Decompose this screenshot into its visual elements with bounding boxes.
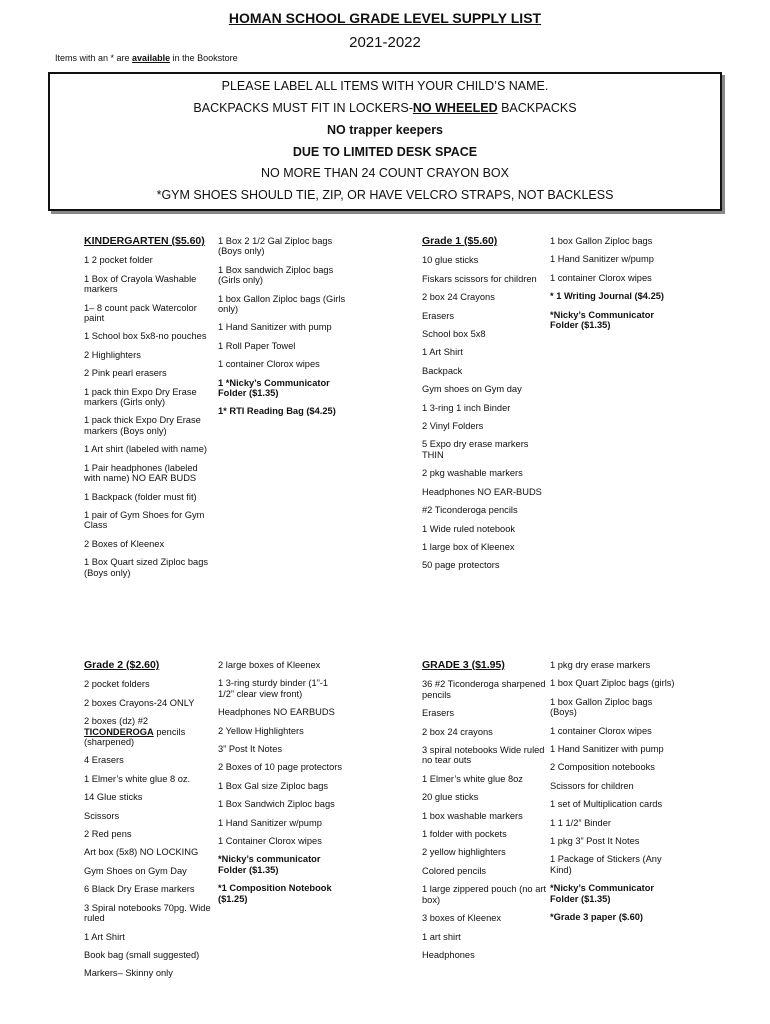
supply-item: 14 Glue sticks [84,792,143,803]
supply-item: Headphones [422,949,475,960]
supply-item: Headphones NO EARBUDS [218,707,335,718]
ticonderoga-brand: TICONDEROGA [84,726,154,737]
grade2-list-a1 [84,679,212,708]
notice-no-wheeled: NO WHEELED [412,101,498,115]
supply-item: 1 container Clorox wipes [218,359,320,370]
supply-item: 1 School box 5x8-no pouches [84,331,207,342]
school-year: 2021-2022 [349,34,421,51]
supply-item: 3 Spiral notebooks 70pg. Wide ruled [84,902,211,924]
supply-item: 2 large boxes of Kleenex [218,660,321,670]
supply-item: *1 Composition Notebook ($1.25) [218,883,332,904]
supply-item: 1 folder with pockets [422,829,507,840]
bookstore-note [55,53,238,63]
supply-item: 1 Hand Sanitizer with pump [218,322,332,333]
supply-item: 1 pack thin Expo Dry Erase markers (Girls only) [84,386,197,408]
supply-item: 3” Post It Notes [218,744,283,755]
bookstore-note-pre: Items with an * are [55,53,130,63]
supply-item: Book bag (small suggested) [84,949,200,960]
supply-item: 1 box Gallon Ziploc bags (Boys) [550,696,653,718]
grade2-ticonderoga-item [84,716,212,747]
bookstore-note-post: in the Bookstore [172,53,238,63]
supply-item: *Nicky’s Communicator Folder ($1.35) [550,309,655,331]
supply-item: 1 container Clorox wipes [550,272,652,283]
supply-item: 2 Red pens [84,829,132,840]
supply-item: 1 Box sandwich Ziploc bags (Girls only) [218,264,334,286]
supply-item: 1 Container Clorox wipes [218,836,322,847]
supply-item: Headphones NO EAR-BUDS [422,486,542,497]
supply-item: 2 box 24 crayons [422,726,493,737]
supply-item: 2 boxes Crayons-24 ONLY [84,697,195,708]
grade3-list-b [550,660,678,875]
supply-item: 1* RTI Reading Bag ($4.25) [218,406,336,417]
supply-item: 1 Backpack (folder must fit) [84,491,197,502]
supply-item: 1 3-ring 1 inch Binder [422,402,511,413]
supply-item: * 1 Writing Journal ($4.25) [550,291,665,302]
supply-item: 6 Black Dry Erase markers [84,884,195,895]
grade3-bookstore-list [550,883,678,922]
notice-backpack-post: BACKPACKS [497,101,577,115]
supply-item: 1 Box Quart sized Ziploc bags (Boys only) [84,557,209,578]
supply-item: 1 art shirt [422,931,461,942]
notice-backpack-pre: BACKPACKS MUST FIT IN LOCKERS- [193,101,413,115]
supply-item: 5 Expo dry erase markers THIN [422,439,529,460]
kindergarten-list-b [218,236,346,370]
supply-item: Erasers [422,708,455,719]
supply-item: Gym Shoes on Gym Day [84,865,187,876]
supply-item: Scissors for children [550,780,634,791]
grade1-bookstore-list [550,291,678,330]
supply-item: Erasers [422,310,455,321]
notice-crayon-line: NO MORE THAN 24 COUNT CRAYON BOX [261,166,509,180]
supply-item: 1 pack thick Expo Dry Erase markers (Boys only) [84,415,201,436]
supply-item: Art box (5x8) NO LOCKING [84,847,199,858]
notice-label-line: PLEASE LABEL ALL ITEMS WITH YOUR CHILD’S NAME. [221,79,549,93]
supply-item: 1 box Quart Ziploc bags (girls) [550,678,675,689]
supply-item: 1 Wide ruled notebook [422,523,516,534]
supply-item: 1 box washable markers [422,810,523,821]
supply-item: 2 Boxes of 10 page protectors [218,762,343,773]
supply-item: 2 Highlighters [84,349,141,360]
kindergarten-heading: KINDERGARTEN ($5.60) [84,235,205,247]
supply-item: 20 glue sticks [422,792,479,803]
grade1-heading: Grade 1 ($5.60) [422,235,498,247]
supply-item: 1 Hand Sanitizer w/pump [550,254,654,265]
supply-item: 1 Box 2 1/2 Gal Ziploc bags (Boys only) [218,236,333,257]
supply-item: Backpack [422,365,463,376]
grade2-column-b [218,660,346,912]
kindergarten-list-a [84,255,212,578]
supply-item: 3 spiral notebooks Wide ruled no tear outs [422,745,545,766]
supply-item: *Grade 3 paper ($.60) [550,912,644,923]
notice-desk-line: DUE TO LIMITED DESK SPACE [292,145,478,159]
grade3-list-a [422,679,550,960]
supply-item: 1 large zippered pouch (no art box) [422,884,547,905]
supply-item: *Nicky’s communicator Folder ($1.35) [218,854,321,875]
supply-item: 36 #2 Ticonderoga sharpened pencils [422,679,546,700]
supply-item: 1 Pair headphones (labeled with name) NO EAR BUDS [84,462,198,484]
notice-trapper-line: NO trapper keepers [326,123,444,137]
supply-item: Markers– Skinny only [84,968,173,979]
ticonderoga-pre: 2 boxes (dz) #2 [84,716,149,727]
supply-item: 1 Art Shirt [422,347,463,358]
supply-item: 1 Box of Crayola Washable markers [84,273,197,295]
supply-item: 1 Package of Stickers (Any Kind) [550,854,662,875]
kindergarten-column-b [218,236,346,425]
supply-item: 2 Yellow Highlighters [218,725,304,736]
grade3-column-b [550,660,678,931]
supply-item: 2 Boxes of Kleenex [84,538,165,549]
supply-item: 1 3-ring sturdy binder (1”-1 1/2” clear view front) [218,678,329,699]
supply-item: 1 *Nicky’s Communicator Folder ($1.35) [218,377,330,399]
grade1-list-b [550,236,678,283]
supply-item: 1 container Clorox wipes [550,725,652,736]
supply-item: 1 Box Sandwich Ziploc bags [218,799,335,810]
supply-item: 1 Elmer’s white glue 8 oz. [84,773,191,784]
supply-item: 2 yellow highlighters [422,847,506,858]
supply-item: Gym shoes on Gym day [422,384,522,395]
supply-item: 1 Art Shirt [84,931,125,942]
supply-item: 1 set of Multiplication cards [550,799,663,810]
kindergarten-bookstore-list [218,378,346,417]
grade2-bookstore-list [218,854,346,904]
grade3-column-a [422,660,550,968]
supply-item: 1 Art shirt (labeled with name) [84,444,207,455]
supply-item: 2 Pink pearl erasers [84,368,167,379]
supply-item: School box 5x8 [422,329,486,340]
supply-item: 1 pkg dry erase markers [550,660,651,670]
supply-item: 2 Composition notebooks [550,762,655,773]
supply-item: 1– 8 count pack Watercolor paint [84,302,197,324]
supply-item: 1 Elmer’s white glue 8oz [422,773,523,784]
notice-box [48,72,722,211]
grade2-heading: Grade 2 ($2.60) [84,659,160,671]
supply-item: 2 box 24 Crayons [422,292,495,303]
supply-item: 3 boxes of Kleenex [422,913,502,924]
grade3-heading: GRADE 3 ($1.95) [422,659,505,671]
supply-item: 1 box Gallon Ziploc bags (Girls only) [218,293,346,315]
supply-item: 2 pocket folders [84,679,150,690]
supply-item: 50 page protectors [422,560,500,571]
supply-item: 1 1 1/2” Binder [550,817,611,828]
supply-item: #2 Ticonderoga pencils [422,505,518,516]
bookstore-note-available: available [132,53,171,63]
notice-gym-line: *GYM SHOES SHOULD TIE, ZIP, OR HAVE VELCRO STRAPS, NOT BACKLESS [156,188,614,202]
supply-item: 1 box Gallon Ziploc bags [550,236,653,246]
supply-item: 10 glue sticks [422,255,479,266]
supply-item: Colored pencils [422,865,487,876]
grade1-list-a [422,255,550,570]
supply-item: 1 Hand Sanitizer w/pump [218,817,322,828]
supply-item: 1 pkg 3” Post It Notes [550,836,640,847]
notice-backpack-line [50,101,720,115]
supply-item: Fiskars scissors for children [422,273,537,284]
grade2-list-a2 [84,755,212,978]
supply-item: *Nicky’s Communicator Folder ($1.35) [550,883,655,904]
supply-item: 2 pkg washable markers [422,468,523,479]
supply-item: 1 Roll Paper Towel [218,340,296,351]
supply-item: 2 Vinyl Folders [422,421,484,432]
grade2-column-a [84,660,212,987]
supply-item: 1 pair of Gym Shoes for Gym Class [84,509,205,531]
grade2-list-b [218,660,346,846]
grade1-column-a [422,236,550,579]
grade1-column-b [550,236,678,338]
supply-item: 1 Box Gal size Ziploc bags [218,780,329,791]
page-title: HOMAN SCHOOL GRADE LEVEL SUPPLY LIST [228,10,542,26]
kindergarten-column-a [84,236,212,586]
supply-item: 1 2 pocket folder [84,255,153,266]
supply-item: 1 Hand Sanitizer with pump [550,744,664,755]
supply-item: 4 Erasers [84,755,124,766]
ticonderoga-post: pencils (sharpened) [84,726,186,748]
supply-item: Scissors [84,810,120,821]
supply-item: 1 large box of Kleenex [422,541,515,552]
